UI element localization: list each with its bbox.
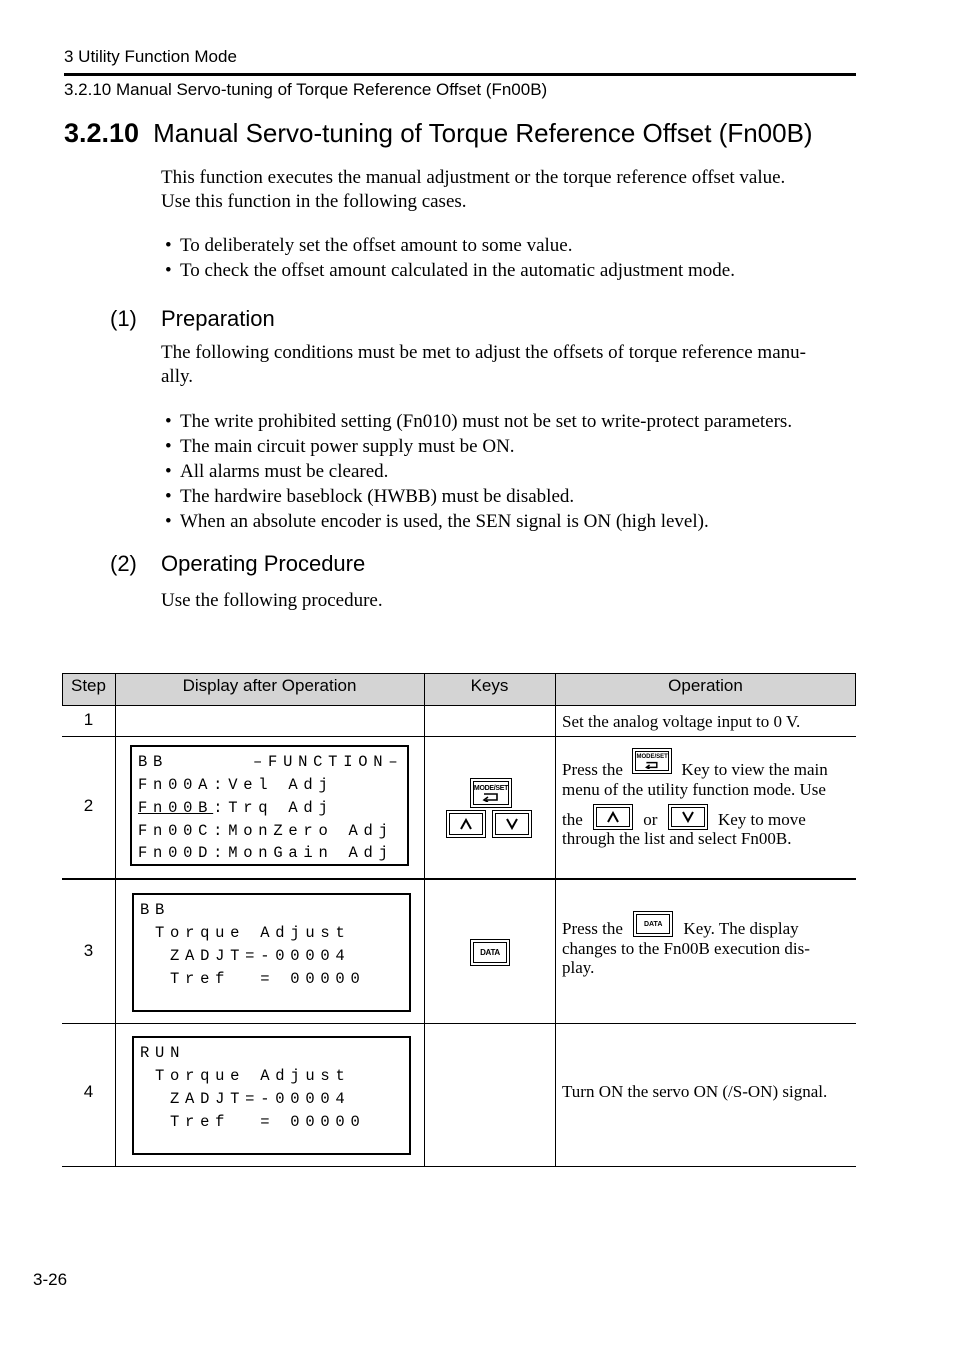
intro-bullet-list (161, 233, 735, 283)
table-rule (855, 673, 856, 705)
subheading-text: Preparation (161, 306, 275, 331)
page-number: 3-26 (33, 1270, 68, 1289)
lcd-line: Tref = 00000 (170, 1113, 366, 1131)
operation-text: Set the analog voltage input to 0 V. (562, 712, 801, 731)
header-operation: Operation (668, 676, 743, 695)
table-rule (62, 1166, 856, 1167)
lcd-display (132, 893, 411, 1012)
intro-paragraph (161, 166, 785, 213)
table-header-row (62, 673, 856, 705)
data-key-inline (633, 911, 673, 937)
table-row (62, 880, 856, 1023)
lcd-display (130, 745, 409, 866)
return-arrow-icon (644, 761, 660, 769)
mode-set-key-inline: MODE/SET (632, 748, 672, 774)
step-number: 3 (83, 941, 94, 960)
data-key[interactable] (470, 939, 510, 966)
op-text-fragment: or (643, 809, 658, 829)
lcd-selected-item: Fn00B (138, 799, 214, 817)
data-key-label: DATA (473, 942, 507, 963)
table-rule (62, 673, 856, 674)
lcd-line: Fn00A:Vel Adj (138, 776, 334, 794)
list-item: • To check the offset amount calculated in the automatic adjustment mode. (161, 258, 735, 283)
intro-line-2: Use this function in the following cases. (161, 190, 467, 212)
step-number: 1 (83, 710, 94, 729)
lcd-line-rest: :Trq Adj (213, 799, 334, 817)
lcd-line: ZADJT=-00004 (170, 1090, 351, 1108)
procedure-paragraph: Use the following procedure. (161, 590, 383, 611)
list-item: • The hardwire baseblock (HWBB) must be disabled. (161, 484, 792, 509)
up-arrow-key[interactable] (446, 810, 486, 838)
op-text-fragment: the (562, 809, 583, 829)
lcd-status: BB (140, 901, 171, 919)
op-text-fragment: Key. The display (683, 918, 799, 938)
table-rule (62, 673, 63, 705)
down-arrow-icon (505, 818, 519, 830)
header-step: Step (71, 676, 106, 695)
down-arrow-key[interactable] (492, 810, 532, 838)
lcd-status: BB (138, 753, 169, 771)
op-text-fragment: play. (562, 958, 595, 977)
lcd-line: Torque Adjust (155, 1067, 351, 1085)
list-item: • The main circuit power supply must be ON. (161, 434, 792, 459)
lcd-title: –FUNCTION– (253, 753, 404, 771)
section-number: 3.2.10 (64, 118, 140, 148)
op-text-fragment: Press the (562, 759, 623, 779)
section-title (64, 118, 813, 149)
lcd-line: Tref = 00000 (170, 970, 366, 988)
data-key-label: DATA (636, 914, 670, 934)
intro-line-1: This function executes the manual adjustment or the torque reference offset value. (161, 167, 786, 188)
header-display: Display after Operation (182, 676, 357, 695)
down-arrow-icon (681, 811, 695, 823)
lcd-line: Fn00C:MonZero Adj (138, 822, 394, 840)
mode-set-key[interactable]: MODE/SET (470, 778, 512, 808)
table-row (62, 1023, 856, 1166)
lcd-display (132, 1036, 411, 1155)
op-text-fragment: menu of the utility function mode. Use (562, 780, 826, 799)
lcd-line: Torque Adjust (155, 924, 351, 942)
op-text-fragment: Key to move (717, 809, 806, 829)
lcd-line (138, 799, 333, 817)
op-text-fragment: through the list and select Fn00B. (562, 829, 792, 848)
step-number: 2 (83, 796, 94, 815)
list-item: • When an absolute encoder is used, the SEN signal is ON (high level). (161, 509, 792, 534)
header-rule (64, 73, 856, 76)
list-item: • All alarms must be cleared. (161, 459, 792, 484)
procedure-table (62, 673, 856, 1167)
step-number: 4 (83, 1082, 94, 1101)
list-item: • The write prohibited setting (Fn010) must not be set to write-protect parameters. (161, 409, 792, 434)
operation-text (562, 753, 850, 849)
lcd-status: RUN (140, 1044, 186, 1062)
header-keys: Keys (470, 676, 509, 695)
op-text-fragment: Press the (562, 918, 623, 938)
lcd-line: ZADJT=-00004 (170, 947, 351, 965)
list-item: • To deliberately set the offset amount to some value. (161, 233, 735, 258)
up-arrow-key-inline (593, 804, 633, 830)
operation-text (562, 917, 850, 978)
table-row (62, 705, 856, 736)
operation-text: Turn ON the servo ON (/S-ON) signal. (562, 1082, 828, 1101)
running-header-chapter: 3 Utility Function Mode (64, 47, 237, 66)
return-arrow-icon (481, 792, 501, 802)
subheading-number: (1) (110, 306, 137, 331)
section-title-text: Manual Servo-tuning of Torque Reference Offset (Fn00B) (153, 118, 813, 148)
lcd-line: Fn00D:MonGain Adj (138, 844, 394, 862)
down-arrow-key-inline (668, 804, 708, 830)
subheading-operating-procedure (110, 551, 365, 577)
preparation-paragraph (161, 341, 806, 388)
up-arrow-icon (606, 811, 620, 823)
subheading-text: Operating Procedure (161, 551, 366, 576)
table-row (62, 736, 856, 878)
subheading-number: (2) (110, 551, 137, 576)
preparation-line-1: The following conditions must be met to adjust the offsets of torque reference manu- (161, 342, 806, 363)
running-header-section: 3.2.10 Manual Servo-tuning of Torque Reference Offset (Fn00B) (64, 80, 548, 99)
preparation-line-2: ally. (161, 365, 194, 387)
subheading-preparation (110, 306, 275, 332)
up-arrow-icon (459, 818, 473, 830)
preparation-bullet-list (161, 409, 792, 534)
op-text-fragment: changes to the Fn00B execution dis- (562, 939, 810, 958)
op-text-fragment: Key to view the main (681, 759, 828, 779)
